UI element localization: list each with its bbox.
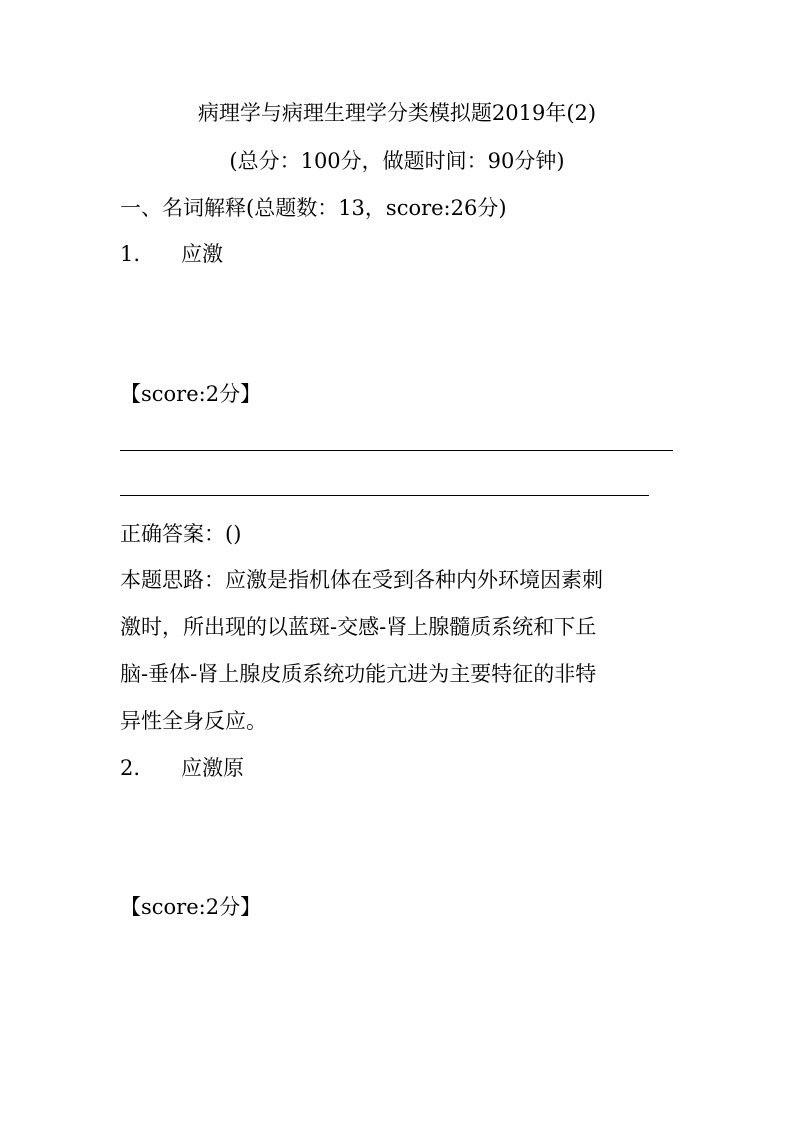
question-term: 应激 [181, 242, 223, 266]
section-heading: 一、名词解释(总题数：13，score:26分) [120, 196, 507, 220]
question-number: 2. [120, 756, 141, 780]
question-score: 【score:2分】 [120, 382, 262, 406]
question-score: 【score:2分】 [120, 895, 262, 919]
question-number: 1. [120, 242, 141, 266]
explanation-line: 异性全身反应。 [120, 709, 267, 733]
answer-line [120, 450, 673, 451]
answer-line [120, 495, 649, 496]
correct-answer: 正确答案：() [120, 522, 242, 546]
document-subtitle: (总分：100分，做题时间：90分钟) [229, 149, 565, 173]
explanation-line: 本题思路：应激是指机体在受到各种内外环境因素刺 [120, 568, 603, 592]
question-term: 应激原 [181, 756, 244, 780]
document-title: 病理学与病理生理学分类模拟题2019年(2) [197, 101, 597, 125]
explanation-line: 脑-垂体-肾上腺皮质系统功能亢进为主要特征的非特 [120, 662, 597, 686]
explanation-line: 激时，所出现的以蓝斑-交感-肾上腺髓质系统和下丘 [120, 615, 597, 639]
